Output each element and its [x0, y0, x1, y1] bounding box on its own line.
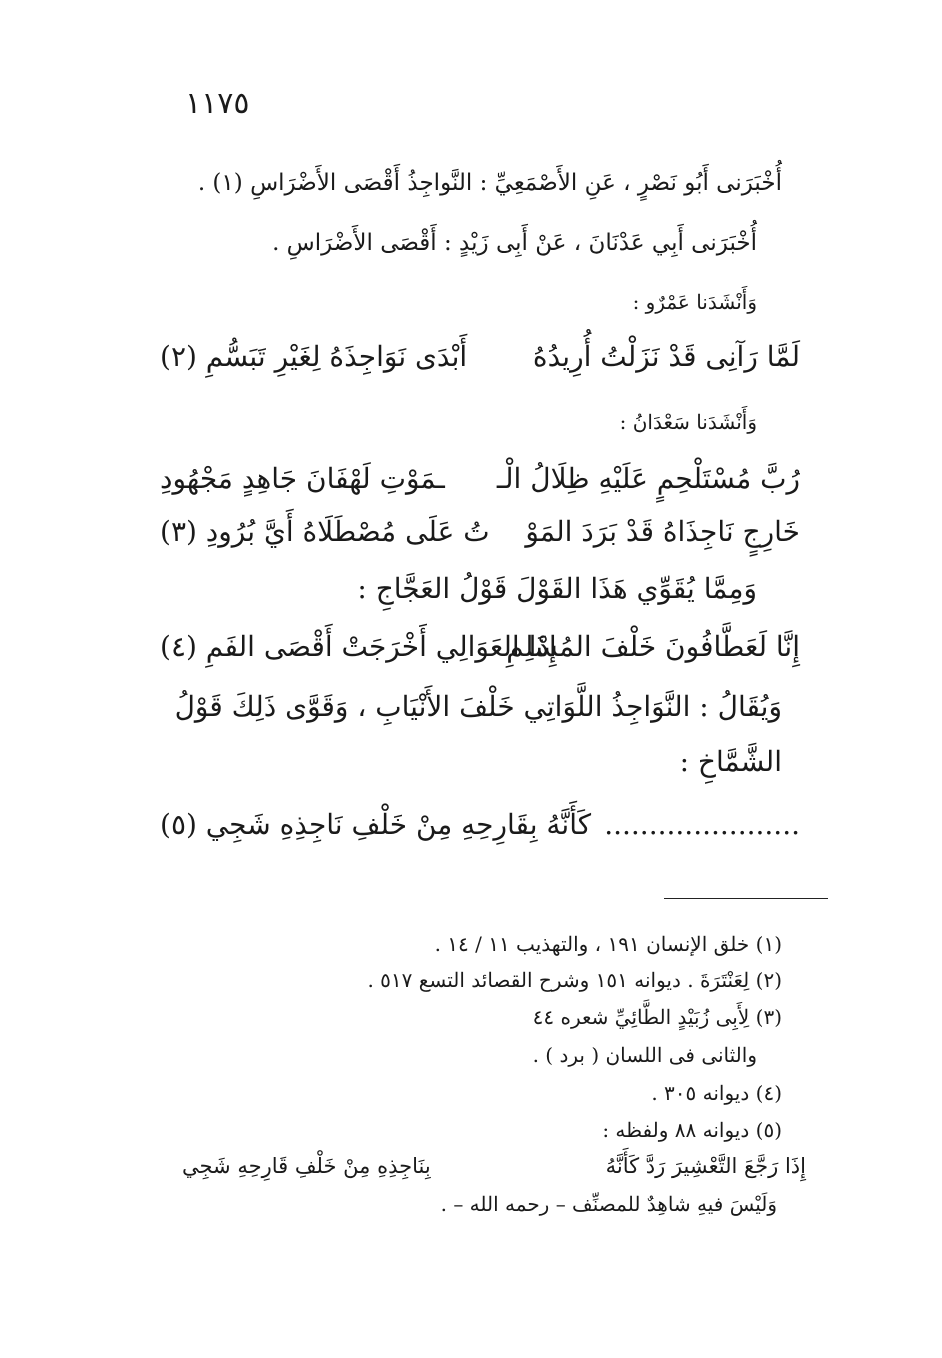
- footnote-2: (٢) لِعَنْتَرَةَ . ديوانه ١٥١ وشرح القصائد التسع ٥١٧ .: [367, 968, 782, 992]
- text-line: أُخْبَرَنى أَبُو نَصْرٍ ، عَنِ الأَصْمَعِيِّ : النَّواجِذُ أَقْصَى الأَضْرَاسِ (١) .: [197, 170, 782, 196]
- footnote-1: (١) خلق الإنسان ١٩١ ، والتهذيب ١١ / ١٤ .: [434, 932, 782, 956]
- footnote-separator: [664, 898, 828, 899]
- text-line: وَيُقَالُ : النَّوَاجِذُ اللَّوَاتِي خَلْفَ الأَنْيَابِ ، وَقَوَّى ذَلِكَ قَوْلُ: [174, 690, 782, 723]
- verse-hemistich-first: خَارِجٍ نَاجِذَاهُ قَدْ بَرَدَ المَوْ: [525, 515, 800, 548]
- verse-hemistich-first: رُبَّ مُسْتَلْحِمٍ عَلَيْهِ ظِلَالُ الْـ: [496, 462, 800, 495]
- footnote-verse: [182, 1154, 806, 1188]
- verse-line: [160, 808, 800, 852]
- verse-hemistich-second: بِنَاجِذِهِ مِنْ خَلْفِ قَارِحِهِ شَجِي: [182, 1154, 431, 1178]
- verse-line: [160, 340, 800, 384]
- text-line: وَأَنْشَدَنا سَعْدَانُ :: [619, 410, 757, 434]
- verse-hemistich-second: ـمَوْتِ لَهْفَانَ جَاهِدٍ مَجْهُودِ: [160, 462, 445, 495]
- verse-line: [160, 462, 800, 506]
- page-number: ١١٧٥: [185, 86, 250, 121]
- text-line: الشَّمَّاخِ :: [679, 745, 782, 778]
- verse-line: [160, 515, 800, 559]
- verse-hemistich-second: إِذَا العَوَالِي أَخْرَجَتْ أَقْصَى الفَمِ (٤): [160, 630, 557, 663]
- footnote-3-continuation: والثانى فى اللسان ( برد ) .: [532, 1043, 757, 1067]
- verse-hemistich-second: أَبْدَى نَوَاجِذَهُ لِغَيْرِ تَبَسُّمِ (٢): [160, 340, 468, 373]
- verse-hemistich-first: إِنَّا لَعَطَّافُونَ خَلْفَ المُسْلِمِ: [506, 630, 800, 663]
- text-line: وَأَنْشَدَنا عَمْرٌو :: [632, 290, 757, 314]
- verse-line: [160, 630, 800, 674]
- footnote-4: (٤) ديوانه ٣٠٥ .: [651, 1081, 782, 1105]
- footnote-5: (٥) ديوانه ٨٨ ولفظه :: [602, 1118, 782, 1142]
- text-line: أُخْبَرَنى أَبِي عَدْنَانَ ، عَنْ أَبِى زَيْدٍ : أَقْصَى الأَضْرَاسِ .: [272, 230, 757, 256]
- verse-hemistich-second: تُ عَلَى مُصْطَلَاهُ أَيَّ بُرُودِ (٣): [160, 515, 490, 548]
- footnote-3: (٣) لِأَبِى زُبَيْدٍ الطَّائِيِّ شعره ٤٤: [532, 1005, 782, 1029]
- footnote-5-note: وَلَيْسَ فيهِ شاهِدٌ للمصنِّف – رحمه الله – .: [440, 1192, 777, 1216]
- verse-hemistich-first: لَمَّا رَآنِى قَدْ نَزَلْتُ أُرِيدُهُ: [532, 340, 800, 373]
- verse-hemistich-second: كَأَنَّهُ بِقَارِحِهِ مِنْ خَلْفِ نَاجِذِهِ شَجِي (٥): [160, 808, 592, 841]
- verse-ellipsis: ......................: [604, 808, 800, 841]
- text-line: وَمِمَّا يُقَوِّي هَذَا القَوْلَ قَوْلُ العَجَّاجِ :: [357, 572, 757, 605]
- verse-hemistich-first: إِذَا رَجَّعَ التَّعْشِيرَ رَدَّ كَأَنَّهُ: [605, 1154, 806, 1178]
